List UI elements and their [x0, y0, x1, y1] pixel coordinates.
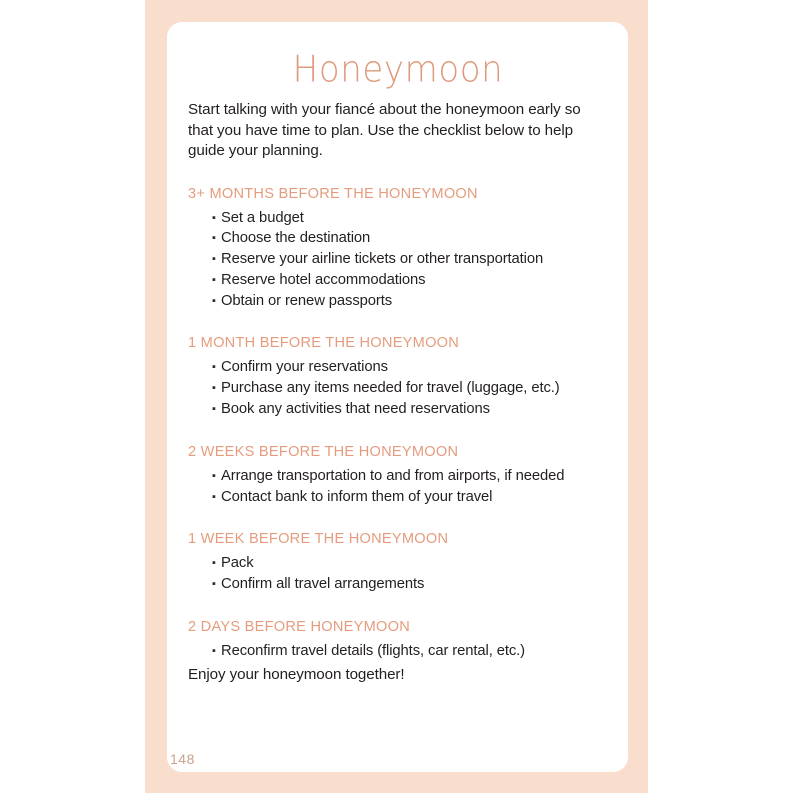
bullet-icon: ▪ [212, 294, 216, 307]
list-item-label: Pack [221, 555, 254, 572]
list-item-label: Reserve your airline tickets or other transportation [221, 251, 544, 268]
list-item-label: Book any activities that need reservations [221, 401, 490, 418]
section-heading: 2 WEEKS BEFORE THE HONEYMOON [188, 443, 459, 460]
list-item-label: Confirm your reservations [221, 359, 388, 376]
bullet-icon: ▪ [212, 273, 216, 286]
checklist [188, 466, 608, 508]
bullet-icon: ▪ [212, 490, 216, 503]
section-heading: 1 MONTH BEFORE THE HONEYMOON [188, 335, 460, 352]
list-item[interactable] [212, 641, 608, 662]
section-heading: 1 WEEK BEFORE THE HONEYMOON [188, 531, 449, 548]
list-item-label: Arrange transportation to and from airports, if needed [221, 467, 565, 484]
list-item[interactable] [212, 270, 608, 291]
section-heading: 2 DAYS BEFORE HONEYMOON [188, 619, 410, 636]
list-item-label: Contact bank to inform them of your travel [221, 488, 493, 505]
checklist [188, 553, 608, 595]
section-heading: 3+ MONTHS BEFORE THE HONEYMOON [188, 185, 478, 202]
bullet-icon: ▪ [212, 382, 216, 395]
list-item-label: Purchase any items needed for travel (luggage, etc.) [221, 380, 560, 397]
bullet-icon: ▪ [212, 403, 216, 416]
list-item[interactable] [212, 574, 608, 595]
page-title: Honeymoon [292, 47, 504, 92]
bullet-icon: ▪ [212, 211, 216, 224]
page-number: 148 [170, 751, 195, 767]
checklist [188, 357, 608, 419]
section-1-month [188, 333, 608, 419]
list-item[interactable] [212, 487, 608, 508]
list-item[interactable] [212, 378, 608, 399]
list-item[interactable] [212, 208, 608, 229]
section-2-weeks [188, 442, 608, 508]
list-item[interactable] [212, 399, 608, 420]
list-item[interactable] [212, 466, 608, 487]
list-item[interactable] [212, 249, 608, 270]
list-item-label: Obtain or renew passports [221, 292, 393, 309]
list-item[interactable] [212, 357, 608, 378]
bullet-icon: ▪ [212, 469, 216, 482]
section-2-days [188, 617, 608, 662]
list-item-label: Reserve hotel accommodations [221, 271, 426, 288]
list-item-label: Set a budget [221, 209, 304, 226]
content-column [188, 22, 608, 685]
bullet-icon: ▪ [212, 232, 216, 245]
list-item[interactable] [212, 291, 608, 312]
closing-line: Enjoy your honeymoon together! [188, 665, 405, 683]
bullet-icon: ▪ [212, 361, 216, 374]
bullet-icon: ▪ [212, 578, 216, 591]
bullet-icon: ▪ [212, 557, 216, 570]
list-item-label: Choose the destination [221, 230, 371, 247]
content-card [167, 22, 628, 772]
bullet-icon: ▪ [212, 645, 216, 658]
section-1-week [188, 529, 608, 595]
bullet-icon: ▪ [212, 253, 216, 266]
section-3-months [188, 184, 608, 312]
list-item[interactable] [212, 228, 608, 249]
list-item-label: Confirm all travel arrangements [221, 576, 425, 593]
checklist [188, 641, 608, 662]
intro-paragraph: Start talking with your fiancé about the honeymoon early so that you have time to plan. Use the checklist below to help guide your planning. [188, 101, 581, 159]
list-item[interactable] [212, 553, 608, 574]
list-item-label: Reconfirm travel details (flights, car rental, etc.) [221, 643, 525, 660]
checklist [188, 208, 608, 312]
